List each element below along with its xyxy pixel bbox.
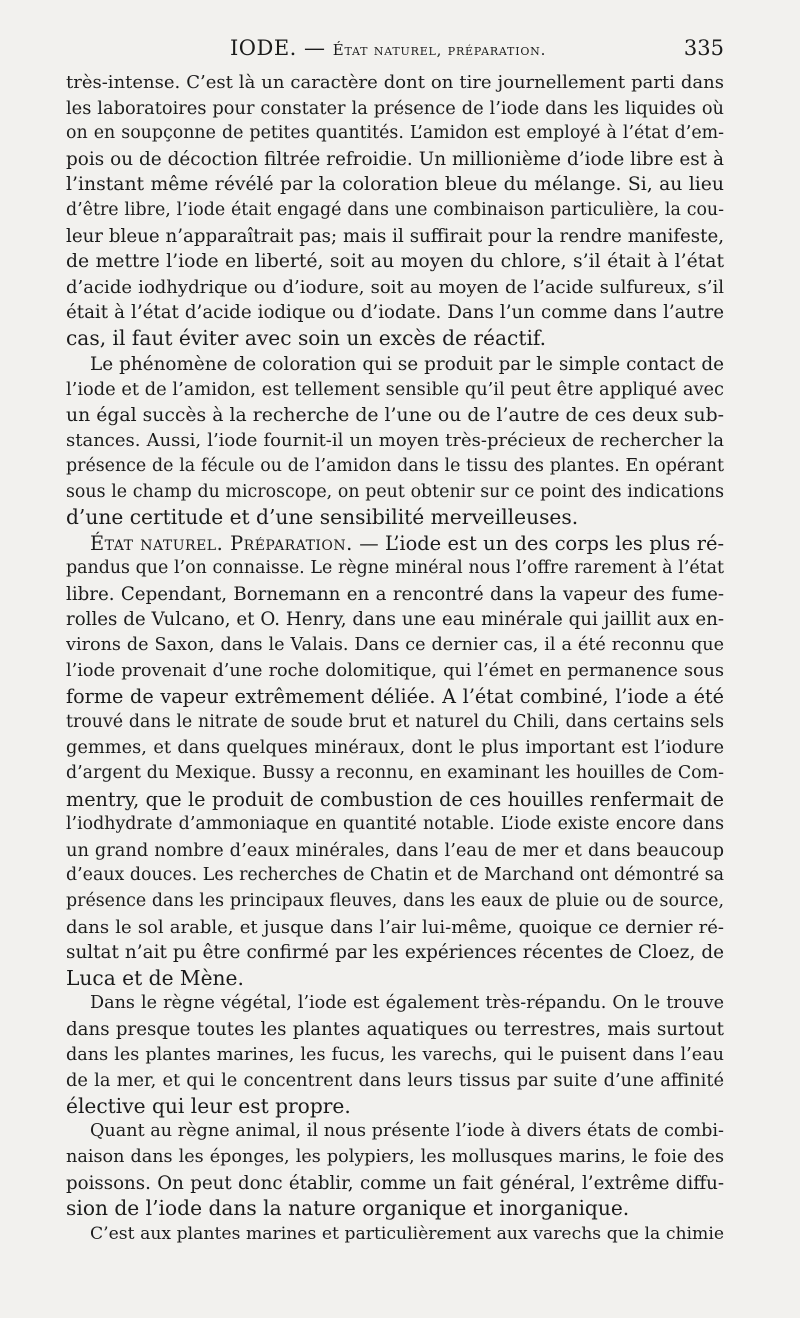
text-line: était à l’état d’acide iodique ou d’iodate. Dans l’un comme dans l’autre bbox=[66, 302, 724, 324]
text-line: d’argent du Mexique. Bussy a reconnu, en examinant les houilles de Com- bbox=[66, 763, 724, 784]
text-line: présence dans les principaux fleuves, dans les eaux de pluie ou de source, bbox=[66, 891, 724, 911]
text-line: naison dans les éponges, les polypiers, les mollusques marins, le foie des bbox=[66, 1146, 724, 1167]
header-title bbox=[230, 36, 546, 60]
text-line: de mettre l’iode en liberté, soit au moyen du chlore, s’il était à l’état bbox=[66, 251, 724, 273]
header-title-rest: État naturel, préparation. bbox=[332, 41, 547, 59]
text-line: virons de Saxon, dans le Valais. Dans ce dernier cas, il a été reconnu que bbox=[66, 635, 724, 656]
text-line: d’une certitude et d’une sensibilité merveilleuses. bbox=[66, 505, 579, 530]
text-line: l’iodhydrate d’ammoniaque en quantité notable. L’iode existe encore dans bbox=[66, 814, 724, 835]
running-header bbox=[66, 36, 724, 64]
text-line: Dans le règne végétal, l’iode est également très-répandu. On le trouve bbox=[90, 993, 724, 1014]
text-line: d’eaux douces. Les recherches de Chatin et de Marchand ont démontré sa bbox=[66, 865, 724, 886]
section-heading: État naturel. Préparation. bbox=[90, 531, 353, 555]
header-title-separator: — bbox=[296, 36, 333, 60]
text-line: de la mer, et qui le concentrent dans leurs tissus par suite d’une affinité bbox=[66, 1070, 724, 1092]
text-line: l’iode et de l’amidon, est tellement sensible qu’il peut être appliqué avec bbox=[66, 379, 724, 401]
text-line: C’est aux plantes marines et particulièrement aux varechs que la chimie bbox=[90, 1223, 724, 1244]
text-line: présence de la fécule ou de l’amidon dans le tissu des plantes. En opérant bbox=[66, 455, 724, 476]
text-line: un grand nombre d’eaux minérales, dans l’eau de mer et dans beaucoup bbox=[66, 839, 724, 861]
text-line: dans le sol arable, et jusque dans l’air lui-même, quoique ce dernier ré- bbox=[66, 916, 724, 938]
text-line: leur bleue n’apparaîtrait pas; mais il suffirait pour la rendre manifeste, bbox=[66, 225, 724, 247]
text-line: un égal succès à la recherche de l’une ou de l’autre de ces deux sub- bbox=[66, 404, 724, 426]
text-line: mentry, que le produit de combustion de ces houilles renfermait de bbox=[66, 787, 724, 811]
text-line: l’iode provenait d’une roche dolomitique, qui l’émet en permanence sous bbox=[66, 660, 724, 681]
text-line: l’instant même révélé par la coloration bleue du mélange. Si, au lieu bbox=[66, 174, 724, 196]
text-line: poissons. On peut donc établir, comme un fait général, l’extrême diffu- bbox=[66, 1172, 724, 1194]
text-line: libre. Cependant, Bornemann en a rencontré dans la vapeur des fume- bbox=[66, 583, 724, 605]
text-line: on en soupçonne de petites quantités. L’amidon est employé à l’état d’em- bbox=[66, 123, 724, 144]
header-title-main: IODE. bbox=[230, 36, 297, 60]
text-line: sultat n’ait pu être confirmé par les expériences récentes de Cloez, de bbox=[66, 942, 724, 964]
text-line: pois ou de décoction filtrée refroidie. Un millionième d’iode libre est à bbox=[66, 148, 724, 170]
text-line: dans presque toutes les plantes aquatiques ou terrestres, mais surtout bbox=[66, 1018, 724, 1040]
text-line: sion de l’iode dans la nature organique et inorganique. bbox=[66, 1196, 630, 1221]
text-line: Le phénomène de coloration qui se produit par le simple contact de bbox=[90, 353, 724, 375]
section-heading-line: État naturel. Préparation. — L’iode est un des corps les plus ré- bbox=[90, 531, 724, 555]
text-line: trouvé dans le nitrate de soude brut et naturel du Chili, dans certains sels bbox=[66, 711, 724, 732]
text-line: les laboratoires pour constater la présence de l’iode dans les liquides où bbox=[66, 97, 724, 119]
text-line: rolles de Vulcano, et O. Henry, dans une eau minérale qui jaillit aux en- bbox=[66, 609, 724, 631]
body-text bbox=[66, 70, 724, 1247]
text-line: stances. Aussi, l’iode fournit-il un moyen très-précieux de rechercher la bbox=[66, 430, 724, 452]
text-line: d’acide iodhydrique ou d’iodure, soit au moyen de l’acide sulfureux, s’il bbox=[66, 276, 724, 298]
text-line: dans les plantes marines, les fucus, les varechs, qui le puisent dans l’eau bbox=[66, 1044, 724, 1065]
text-line: cas, il faut éviter avec soin un excès de réactif. bbox=[66, 325, 547, 350]
text-line: forme de vapeur extrêmement déliée. A l’état combiné, l’iode a été bbox=[66, 685, 724, 709]
text-line: d’être libre, l’iode était engagé dans une combinaison particulière, la cou- bbox=[66, 199, 724, 220]
text-line: gemmes, et dans quelques minéraux, dont le plus important est l’iodure bbox=[66, 737, 724, 759]
text-line: pandus que l’on connaisse. Le règne minéral nous l’offre rarement à l’état bbox=[66, 558, 724, 579]
text-line: très-intense. C’est là un caractère dont on tire journellement parti dans bbox=[66, 72, 724, 93]
text-line: Quant au règne animal, il nous présente l’iode à divers états de combi- bbox=[90, 1121, 724, 1142]
text-line: Luca et de Mène. bbox=[66, 965, 244, 990]
text-line: sous le champ du microscope, on peut obtenir sur ce point des indications bbox=[66, 481, 724, 502]
page-number: 335 bbox=[683, 36, 724, 60]
text-line: élective qui leur est propre. bbox=[66, 1093, 351, 1118]
